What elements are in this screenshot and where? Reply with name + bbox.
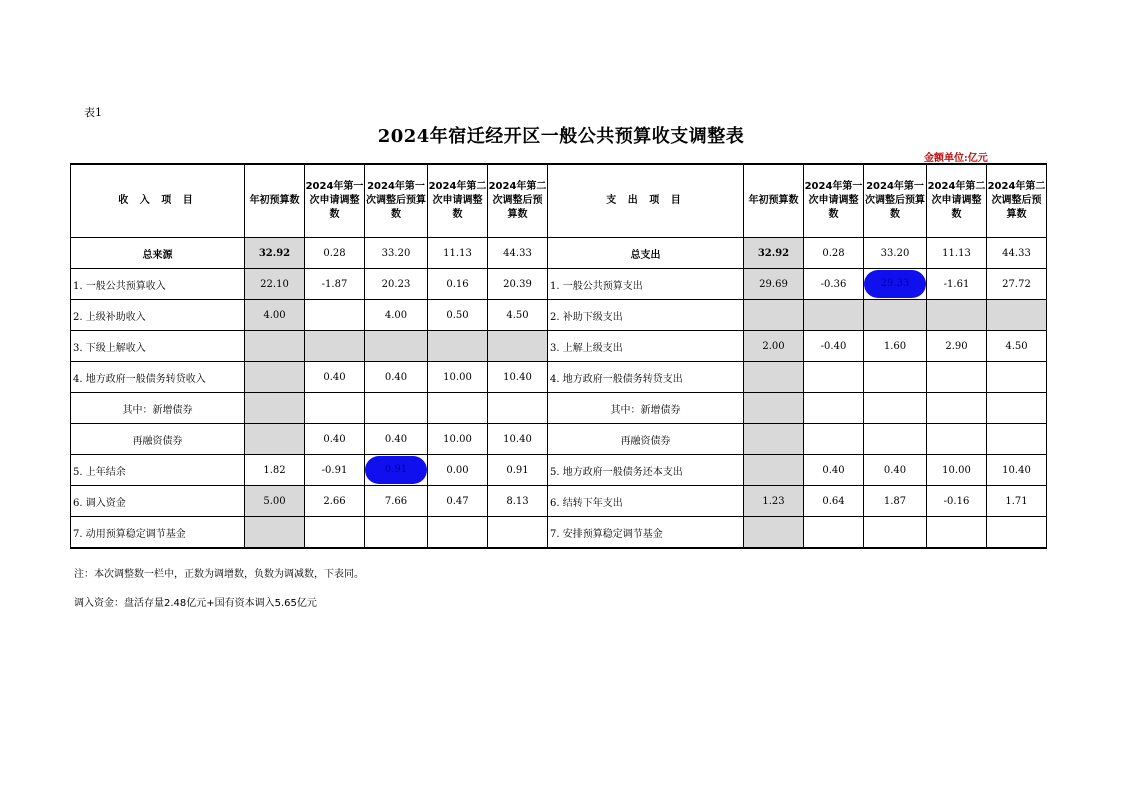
income-value: 10.00 [428,424,488,455]
expense-value: -1.61 [927,269,987,300]
table-header-row [71,164,1047,238]
table-row [71,393,1047,424]
income-value [305,300,365,331]
expense-value [744,393,804,424]
income-value: 22.10 [245,269,305,300]
expense-value [804,393,864,424]
income-value: 10.00 [428,362,488,393]
expense-item-label: 2. 补助下级支出 [548,300,744,331]
expense-value: 2.90 [927,331,987,362]
expense-value [744,300,804,331]
expense-value [804,362,864,393]
expense-value: 2.00 [744,331,804,362]
expense-value [744,455,804,486]
income-value: 8.13 [488,486,548,517]
income-value [305,331,365,362]
expense-value: -0.16 [927,486,987,517]
header-expense-col: 2024年第二次调整后预算数 [987,164,1047,238]
income-value [428,393,488,424]
income-value [365,393,428,424]
income-value: 0.40 [305,362,365,393]
expense-item-label: 7. 安排预算稳定调节基金 [548,517,744,549]
income-item-label: 2. 上级补助收入 [71,300,245,331]
expense-item-label: 1. 一般公共预算支出 [548,269,744,300]
income-value: 4.00 [245,300,305,331]
page-title: 2024年宿迁经开区一般公共预算收支调整表 [377,126,745,147]
income-item-label: 5. 上年结余 [71,455,245,486]
income-item-label: 3. 下级上解收入 [71,331,245,362]
income-value: 33.20 [365,238,428,269]
expense-value: 1.87 [864,486,927,517]
expense-value: 10.40 [987,455,1047,486]
expense-value: 1.60 [864,331,927,362]
unit-label: 金额单位:亿元 [924,153,988,164]
header-income-col: 2024年第一次申请调整数 [305,164,365,238]
expense-value: 11.13 [927,238,987,269]
header-income-col: 2024年第二次调整后预算数 [488,164,548,238]
income-value: 20.23 [365,269,428,300]
expense-value [987,362,1047,393]
expense-value [864,362,927,393]
expense-value: -0.36 [804,269,864,300]
expense-value: 32.92 [744,238,804,269]
expense-value [864,300,927,331]
table-row [71,517,1047,549]
income-value: 32.92 [245,238,305,269]
income-value [488,331,548,362]
income-value [428,331,488,362]
income-value: 11.13 [428,238,488,269]
expense-value [987,300,1047,331]
expense-value [864,517,927,549]
income-value [488,393,548,424]
table-row [71,455,1047,486]
expense-value: 4.50 [987,331,1047,362]
income-value: 0.40 [365,362,428,393]
income-value: 5.00 [245,486,305,517]
footnote: 注：本次调整数一栏中，正数为调增数，负数为调减数，下表同。 [74,569,364,580]
expense-value: 44.33 [987,238,1047,269]
income-value [305,393,365,424]
income-value [365,517,428,549]
expense-value: -0.40 [804,331,864,362]
expense-item-label: 再融资债券 [548,424,744,455]
expense-value [804,300,864,331]
income-value: 0.47 [428,486,488,517]
income-value: -1.87 [305,269,365,300]
income-value: 0.00 [428,455,488,486]
header-expense-col: 年初预算数 [744,164,804,238]
table-row [71,269,1047,300]
expense-value: 0.64 [804,486,864,517]
income-value: 7.66 [365,486,428,517]
income-item-label: 1. 一般公共预算收入 [71,269,245,300]
expense-value: 27.72 [987,269,1047,300]
expense-value [987,517,1047,549]
income-value [365,455,428,486]
income-value [305,517,365,549]
table-row [71,424,1047,455]
expense-value: 1.23 [744,486,804,517]
expense-value: 0.28 [804,238,864,269]
table-row-total [71,238,1047,269]
income-value: 0.40 [365,424,428,455]
income-value: 20.39 [488,269,548,300]
income-value: 0.91 [488,455,548,486]
table-row [71,362,1047,393]
income-value: 0.40 [305,424,365,455]
expense-item-label: 3. 上解上级支出 [548,331,744,362]
expense-value [864,269,927,300]
expense-value: 1.71 [987,486,1047,517]
expense-value: 29.69 [744,269,804,300]
header-expense-col: 2024年第一次申请调整数 [804,164,864,238]
budget-table [70,163,1047,549]
expense-value [987,393,1047,424]
expense-item-label: 6. 结转下年支出 [548,486,744,517]
income-value [245,331,305,362]
expense-value [927,300,987,331]
expense-value [987,424,1047,455]
expense-value [744,362,804,393]
expense-value [927,517,987,549]
income-value [245,517,305,549]
expense-item-label: 总支出 [548,238,744,269]
expense-value [864,393,927,424]
income-value: 10.40 [488,362,548,393]
expense-value: 33.20 [864,238,927,269]
income-value: 0.28 [305,238,365,269]
income-item-label: 其中：新增债券 [71,393,245,424]
expense-value [744,517,804,549]
income-value [365,331,428,362]
header-expense-col: 2024年第一次调整后预算数 [864,164,927,238]
expense-item-label: 其中：新增债券 [548,393,744,424]
income-value: -0.91 [305,455,365,486]
income-item-label: 总来源 [71,238,245,269]
sheet-label: 表1 [84,106,102,119]
expense-value: 0.40 [864,455,927,486]
header-income-item: 收 入 项 目 [71,164,245,238]
income-value: 4.00 [365,300,428,331]
expense-value [927,424,987,455]
income-item-label: 7. 动用预算稳定调节基金 [71,517,245,549]
income-value: 4.50 [488,300,548,331]
header-expense-item: 支 出 项 目 [548,164,744,238]
table-row [71,331,1047,362]
table-row [71,486,1047,517]
transfer-note: 调入资金：盘活存量2.48亿元+国有资本调入5.65亿元 [74,598,317,609]
income-value: 1.82 [245,455,305,486]
expense-value [744,424,804,455]
header-income-col: 年初预算数 [245,164,305,238]
header-expense-col: 2024年第二次申请调整数 [927,164,987,238]
income-value [245,393,305,424]
expense-value [927,393,987,424]
income-value: 0.16 [428,269,488,300]
income-item-label: 4. 地方政府一般债务转贷收入 [71,362,245,393]
income-value [428,517,488,549]
table-row [71,300,1047,331]
expense-value: 0.40 [804,455,864,486]
header-income-col: 2024年第二次申请调整数 [428,164,488,238]
expense-value [804,517,864,549]
income-value [488,517,548,549]
expense-value [804,424,864,455]
income-value: 0.50 [428,300,488,331]
highlight-mark: 0.91 [365,456,427,484]
expense-value [927,362,987,393]
expense-value: 10.00 [927,455,987,486]
income-value: 10.40 [488,424,548,455]
income-value: 44.33 [488,238,548,269]
income-item-label: 再融资债券 [71,424,245,455]
income-value [245,424,305,455]
income-value: 2.66 [305,486,365,517]
header-income-col: 2024年第一次调整后预算数 [365,164,428,238]
expense-item-label: 5. 地方政府一般债务还本支出 [548,455,744,486]
income-value [245,362,305,393]
expense-item-label: 4. 地方政府一般债务转贷支出 [548,362,744,393]
highlight-mark: 29.33 [864,270,926,298]
expense-value [864,424,927,455]
income-item-label: 6. 调入资金 [71,486,245,517]
